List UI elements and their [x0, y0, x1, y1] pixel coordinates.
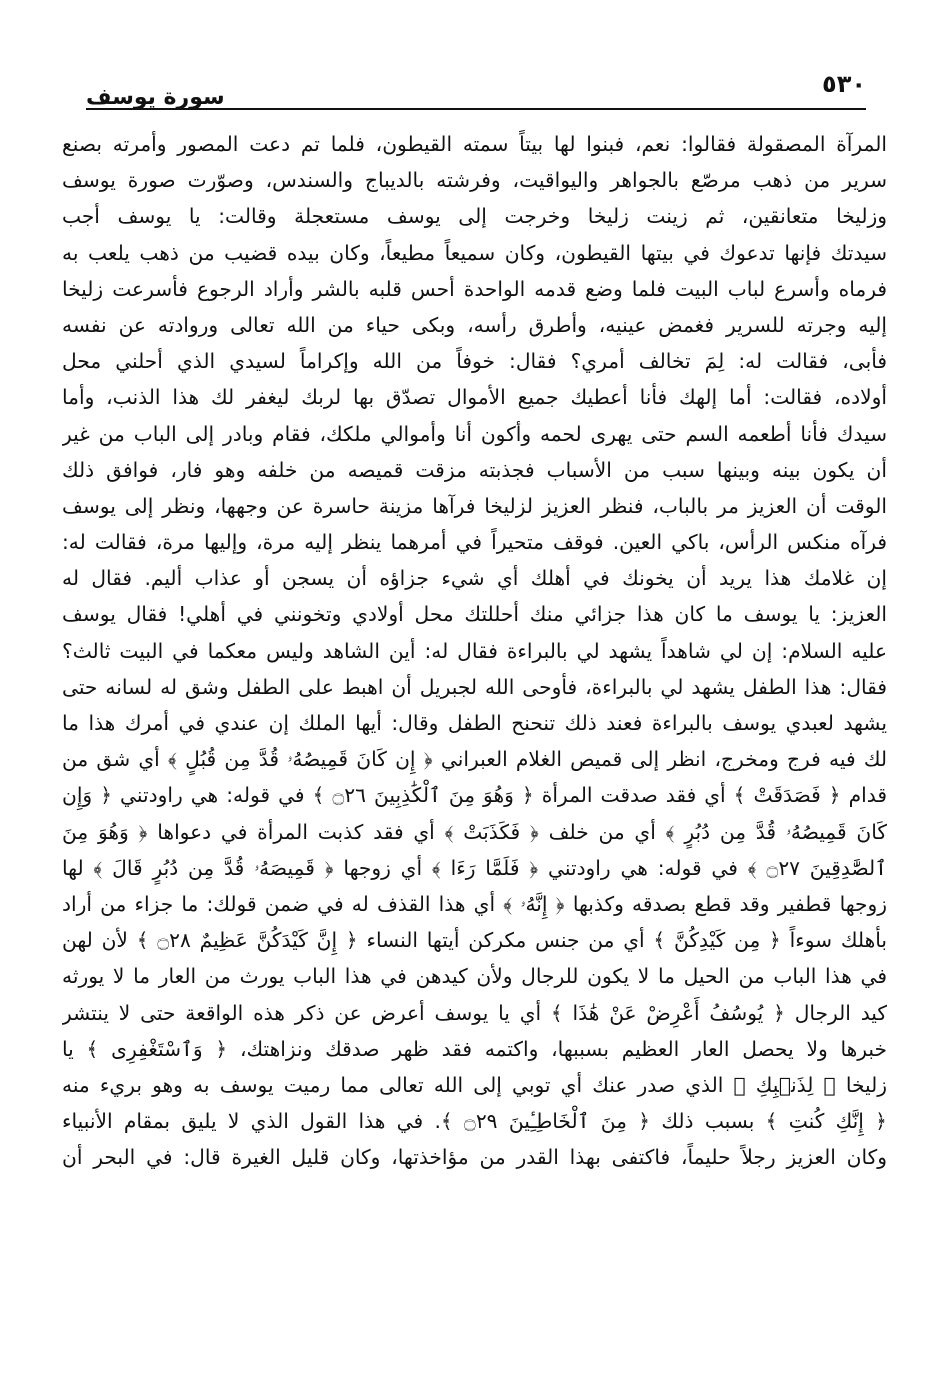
text-line: زليخا ﴿ لِذَنۢبِكِ ﴾ الذي صدر عنك أي توبي إلى الله تعالى مما رميت يوسف به وهو بريء منه: [62, 1072, 887, 1097]
text-line: العزيز: يا يوسف ما كان هذا جزائي منك أحللتك محل أولادي وتخونني في أهلي! فقال يوسف: [62, 602, 887, 627]
text-line: الوقت أن العزيز مر بالباب، فنظر العزيز لزليخا فرآها مزينة حاسرة عن وجهها، ونظر إلى يوسف: [62, 493, 887, 518]
text-line: المرآة المصقولة فقالوا: نعم، فبنوا لها بيتاً سمته القيطون، فلما تم دعت المصور وأمرته بصنع: [62, 132, 887, 156]
text-line: فرآه منكس الرأس، باكي العين. فوقف متحيراً في أمرهما ينظر إليه مرة، وإليها مرة، فقالت له:: [62, 530, 887, 555]
text-line: في هذا الباب من الحيل ما لا يكون للرجال ولأن كيدهن في هذا الباب يورث من العار ما لا يورثه: [62, 964, 887, 989]
text-line: أن يكون بينه وبينها سبب من الأسباب فجذبته مزقت قميصه من خلفه وهو فار، فوافق ذلك: [62, 457, 887, 482]
body-text: [62, 126, 887, 1175]
text-line: كيد الرجال ﴿ يُوسُفُ أَعْرِضْ عَنْ هَٰذَا ﴾ أي يا يوسف أعرض عن ذكر هذه الواقعة حتى لا ينتشر: [62, 1000, 887, 1025]
text-line: ٱلصَّٰدِقِينَ ۝٢٧ ﴾ في قوله: هي راودتني ﴿ فَلَمَّا رَءَا ﴾ أي زوجها ﴿ قَمِيصَهُۥ قُدَّ مِن دُبُرٍ قَالَ ﴾ لها: [62, 855, 887, 880]
text-line: سيدك فأنا أطعمه السم حتى يهرى لحمه وأكون أنا وأموالي ملكك، فقام وبادر إلى الباب من غير: [62, 421, 887, 446]
text-line: لك فيه فرج ومخرج، انظر إلى قميص الغلام العبراني ﴿ إِن كَانَ قَمِيصُهُۥ قُدَّ مِن قُبُلٍ ﴾ أي شق من: [62, 747, 887, 772]
text-line: ﴿ إِنَّكِ كُنتِ ﴾ بسبب ذلك ﴿ مِنَ ٱلْخَاطِـِٔينَ ۝٢٩ ﴾. في هذا القول الذي لا يليق بمقام الأنبياء: [62, 1109, 887, 1134]
page-header: [86, 70, 866, 110]
text-line: وزليخا متعانقين، ثم زينت زليخا وخرجت إلى يوسف مستعجلة وقالت: يا يوسف أجب: [62, 204, 887, 229]
text-line: إن غلامك هذا يريد أن يخونك في أهلك أي شيء جزاؤه أن يسجن أو عذاب أليم. فقال له: [62, 566, 887, 591]
text-line: فأبى، فقالت له: لِمَ تخالف أمري؟ فقال: خوفاً من الله وإكراماً لسيدي الذي أحلني محل: [62, 349, 887, 374]
text-line: عليه السلام: إن لي شاهداً يشهد لي بالبراءة فقال له: أين الشاهد وليس معكما في البيت ثالث؟: [62, 638, 887, 663]
text-line: قدام ﴿ فَصَدَقَتْ ﴾ أي فقد صدقت المرأة ﴿ وَهُوَ مِنَ ٱلْكَٰذِبِينَ ۝٢٦ ﴾ في قوله: هي راودتني ﴿ وَإِن: [62, 783, 887, 808]
text-line: بأهلك سوءاً ﴿ مِن كَيْدِكُنَّ ﴾ أي من جنس مكركن أيتها النساء ﴿ إِنَّ كَيْدَكُنَّ عَظِيمٌ ۝٢٨ ﴾ لأن لهن: [62, 928, 887, 953]
text-line: فرماه وأسرع لباب البيت فلما وضع قدمه الواحدة أحس قلبه بالشر وأراد الرجوع فأسرعت زليخا: [62, 276, 887, 301]
text-line: إليه وجرته للسرير فغمض عينيه، وأطرق رأسه، وبكى حياء من الله تعالى وروادته عن نفسه: [62, 312, 887, 337]
page-number: ٥٣٠: [822, 70, 866, 98]
text-line: سرير من ذهب مرصّع بالجواهر واليواقيت، وفرشته بالديباج والسندس، وصوّرت صورة يوسف: [62, 168, 887, 193]
text-line: فقال: هذا الطفل يشهد لي بالبراءة، فأوحى الله لجبريل أن اهبط على الطفل وشق له لسانه حتى: [62, 674, 887, 699]
text-line: زوجها قطفير وقد قطع بصدقه وكذبها ﴿ إِنَّهُۥ ﴾ أي هذا القذف له في ضمن قولك: ما جزاء من أراد: [62, 891, 887, 916]
text-line: أولاده، فقالت: أما إلهك فأنا أعطيك جميع الأموال تصدّق بها لربك ليغفر لك هذا الذنب، وأما: [62, 385, 887, 410]
text-line: يشهد لعبدي يوسف بالبراءة فعند ذلك تنحنح الطفل وقال: أيها الملك إن عندي في أمرك هذا ما: [62, 711, 887, 735]
header-rule: [86, 108, 866, 110]
text-line: كَانَ قَمِيصُهُۥ قُدَّ مِن دُبُرٍ ﴾ أي من خلف ﴿ فَكَذَبَتْ ﴾ أي فقد كذبت المرأة في دعواها ﴿ وَهُوَ مِنَ: [62, 819, 887, 844]
text-line: وكان العزيز رجلاً حليماً، فاكتفى بهذا القدر من مؤاخذتها، وكان قليل الغيرة قال: في البحر أن: [62, 1145, 887, 1170]
surah-title: سورة يوسف: [86, 85, 225, 110]
text-line: سيدتك فإنها تدعوك في بيتها القيطون، وكان سميعاً مطيعاً، وكان بيده قضيب من ذهب يلعب به: [62, 240, 887, 265]
text-line: خبرها ولا يحصل العار العظيم بسببها، واكتمه فقد ظهر صدقك ونزاهتك، ﴿ وَٱسْتَغْفِرِى ﴾ يا: [62, 1036, 887, 1061]
